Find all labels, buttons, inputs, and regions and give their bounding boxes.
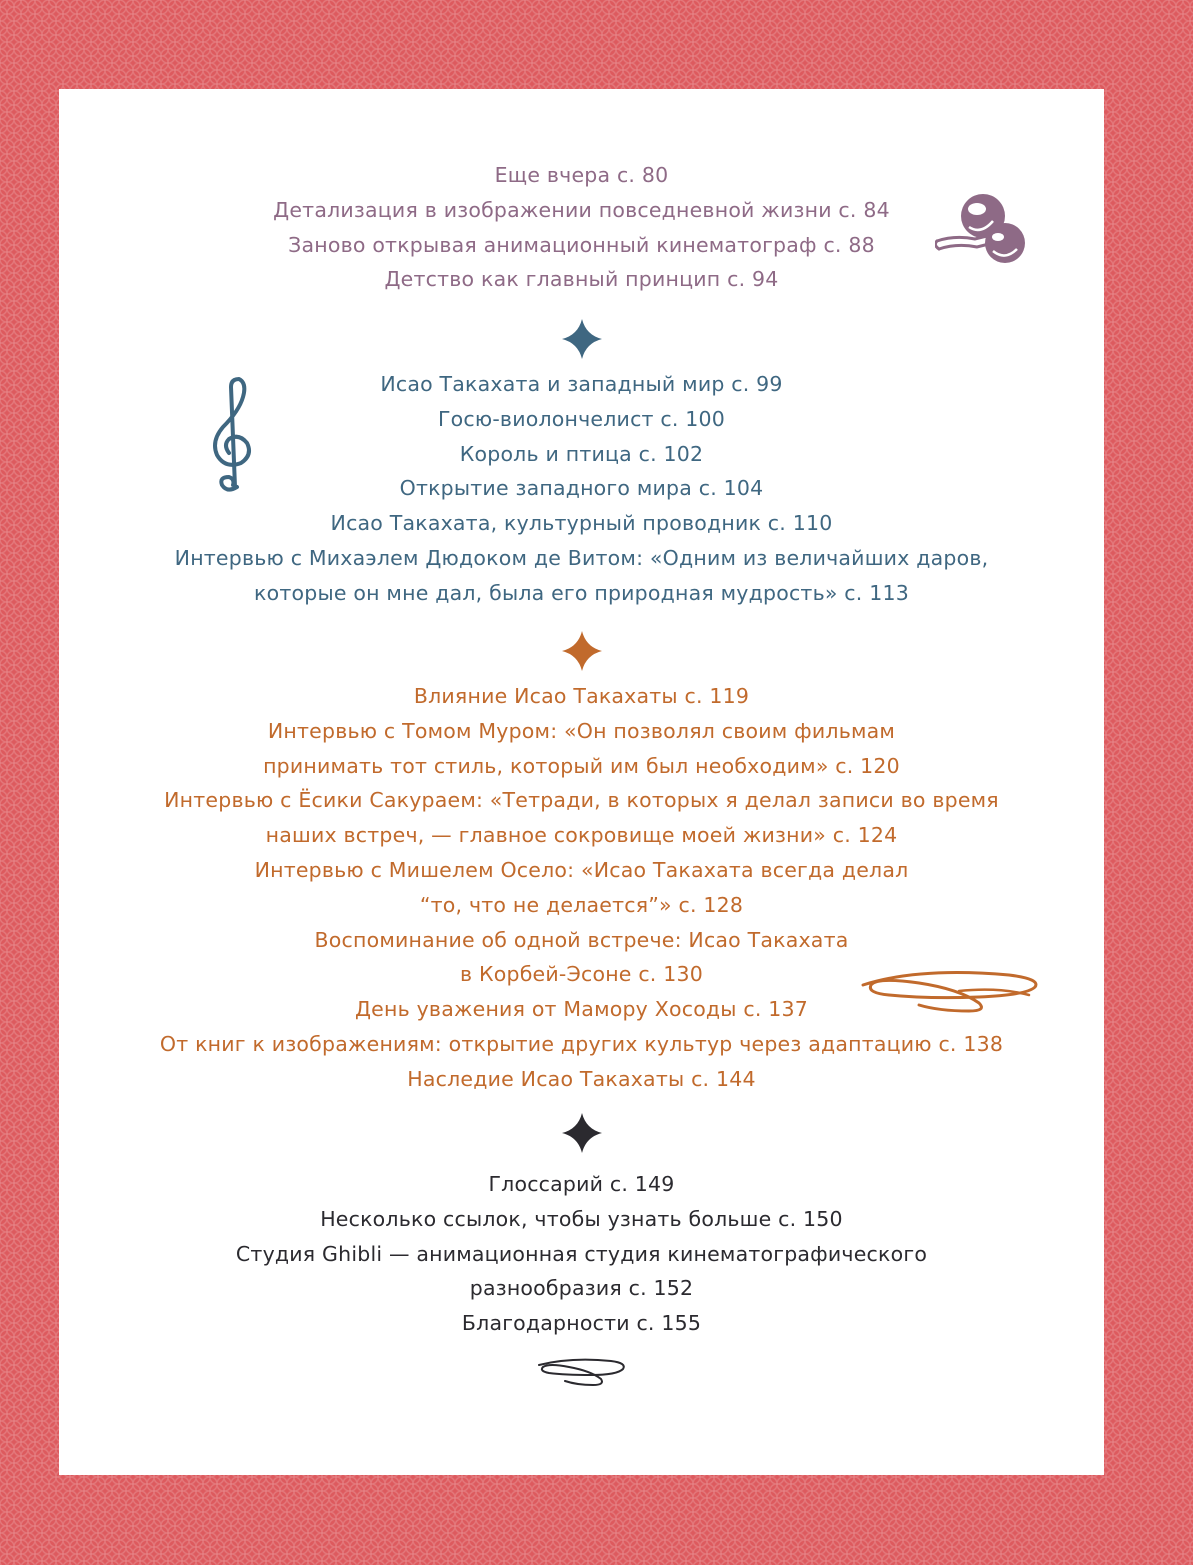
four-point-star-icon: [562, 319, 602, 359]
toc-entry: От книг к изображениям: открытие других культур через адаптацию с. 138: [159, 1031, 1004, 1056]
mushroom-icon: [935, 191, 1029, 271]
toc-entry: Еще вчера с. 80: [494, 163, 669, 187]
toc-entry: Студия Ghibli — анимационная студия кинематографического: [235, 1241, 928, 1266]
toc-entry: Интервью с Мишелем Осело: «Исао Такахата всегда делал: [254, 857, 909, 882]
toc-entry: Госю-виолончелист с. 100: [437, 406, 726, 431]
toc-entry: Влияние Исао Такахаты с. 119: [413, 684, 750, 708]
toc-entry: Наследие Исао Такахаты с. 144: [407, 1066, 756, 1091]
toc-entry: Интервью с Ёсики Сакураем: «Тетради, в которых я делал записи во время: [164, 788, 999, 813]
toc-section-3: [59, 679, 1104, 1097]
toc-entry: в Корбей-Эсоне с. 130: [460, 962, 703, 987]
flourish-swirl-icon: [859, 967, 1045, 1015]
flourish-swirl-small-icon: [535, 1357, 629, 1387]
toc-entry: Исао Такахата, культурный проводник с. 110: [330, 511, 833, 536]
toc-entry: Заново открывая анимационный кинематограф с. 88: [288, 232, 875, 257]
toc-entry: Несколько ссылок, чтобы узнать больше с. 150: [320, 1206, 843, 1231]
toc-entry: Глоссарий с. 149: [488, 1172, 675, 1196]
toc-entry: Интервью с Томом Муром: «Он позволял своим фильмам: [267, 718, 896, 743]
toc-entry: Благодарности с. 155: [461, 1311, 702, 1336]
toc-entry: “то, что не делается”» с. 128: [419, 892, 744, 917]
toc-section-4: [59, 1167, 1104, 1341]
toc-entry: Детство как главный принцип с. 94: [384, 267, 779, 292]
toc-entry: принимать тот стиль, который им был необходим» с. 120: [263, 753, 900, 778]
toc-entry: наших встреч, — главное сокровище моей жизни» с. 124: [265, 823, 898, 848]
toc-page: [59, 89, 1104, 1475]
toc-entry: Детализация в изображении повседневной жизни с. 84: [273, 197, 890, 222]
treble-clef-icon: [209, 377, 259, 497]
toc-entry: Исао Такахата и западный мир с. 99: [380, 372, 783, 396]
four-point-star-icon: [562, 631, 602, 671]
toc-entry: которые он мне дал, была его природная мудрость» с. 113: [254, 580, 909, 605]
toc-entry: разнообразия с. 152: [469, 1276, 694, 1301]
four-point-star-icon: [562, 1113, 602, 1153]
toc-entry: День уважения от Мамору Хосоды с. 137: [354, 997, 809, 1022]
toc-entry: Король и птица с. 102: [459, 441, 704, 466]
toc-entry: Воспоминание об одной встрече: Исао Такахата: [314, 927, 849, 952]
toc-entry: Открытие западного мира с. 104: [399, 476, 764, 501]
toc-entry: Интервью с Михаэлем Дюдоком де Витом: «Одним из величайших даров,: [174, 545, 989, 570]
